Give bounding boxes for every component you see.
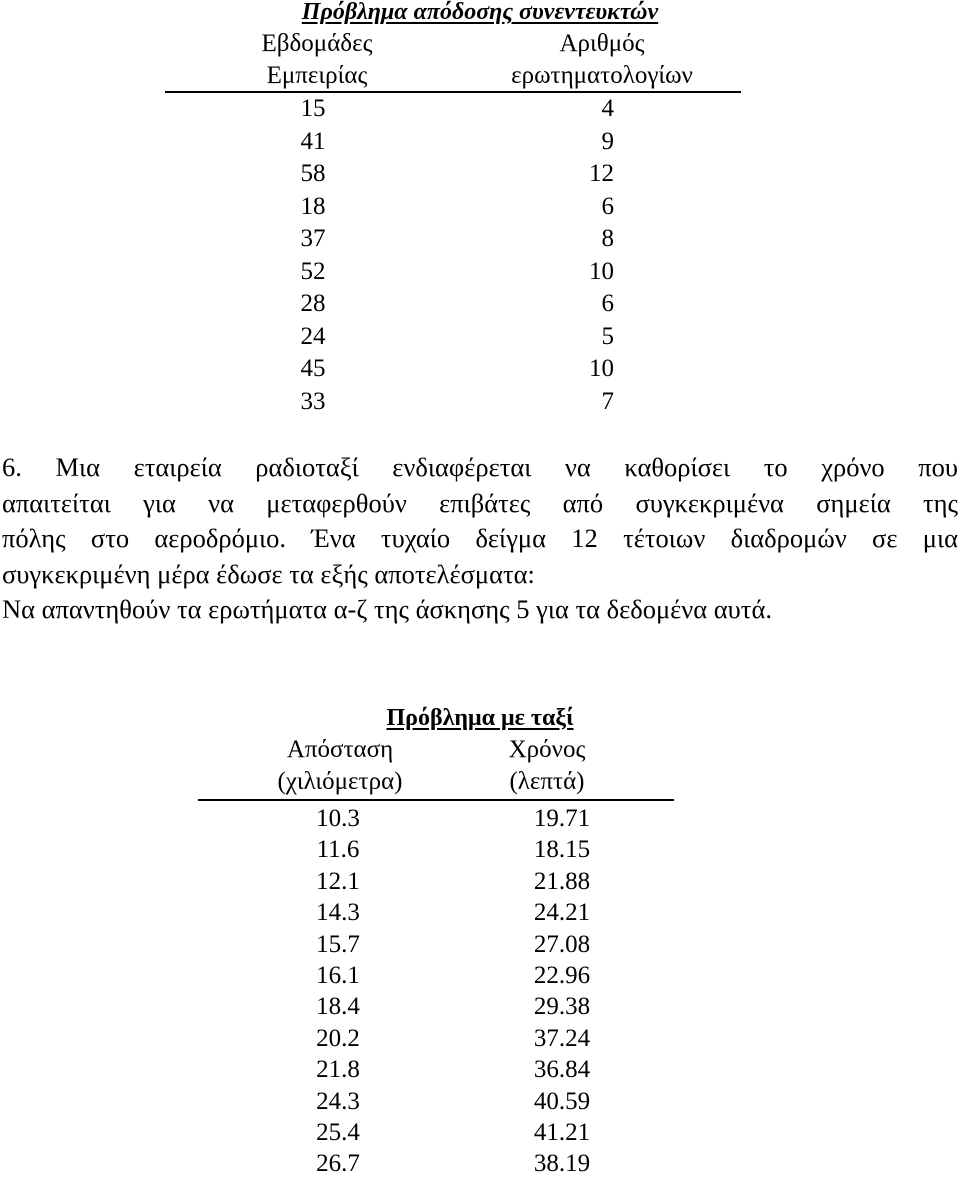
time-cell: 27.08: [533, 930, 591, 958]
weeks-cell: 41: [300, 127, 326, 155]
weeks-cell: 52: [300, 257, 326, 285]
distance-cell: 11.6: [316, 836, 360, 864]
questionnaires-cell: 9: [601, 127, 614, 155]
distance-cell: 16.1: [316, 962, 360, 989]
questionnaires-cell: 4: [601, 95, 614, 122]
interview-table-title: Πρόβλημα απόδοσης συνεντευκτών: [301, 0, 659, 25]
col-header-time-line1: Χρόνος: [508, 736, 586, 763]
distance-cell: 18.4: [316, 993, 360, 1021]
col-header-distance-line1: Απόσταση: [286, 736, 394, 763]
distance-cell: 25.4: [316, 1119, 360, 1146]
time-cell: 18.15: [533, 836, 591, 864]
time-cell: 36.84: [533, 1056, 591, 1084]
time-cell: 24.21: [533, 899, 591, 927]
weeks-cell: 18: [300, 192, 326, 220]
header-rule: [198, 799, 674, 801]
questionnaires-cell: 6: [601, 192, 614, 220]
exercise-line: συγκεκριμένη μέρα έδωσε τα εξής αποτελέσματα:: [2, 558, 535, 589]
distance-cell: 10.3: [316, 805, 360, 832]
weeks-cell: 45: [300, 355, 326, 382]
weeks-cell: 15: [300, 95, 326, 122]
weeks-cell: 37: [300, 225, 326, 252]
distance-cell: 20.2: [316, 1024, 360, 1052]
distance-cell: 21.8: [316, 1056, 360, 1084]
exercise-line: πόλης στο αεροδρόμιο. Ένα τυχαίο δείγμα 12 τέτοιων διαδρομών σε μια: [2, 523, 958, 553]
distance-cell: 26.7: [316, 1150, 360, 1178]
col-header-time-line2: (λεπτά): [509, 768, 585, 795]
time-cell: 38.19: [533, 1150, 591, 1178]
col-header-questionnaires-line2: ερωτηματολογίων: [511, 62, 693, 89]
distance-cell: 14.3: [316, 899, 360, 927]
col-header-distance-line2: (χιλιόμετρα): [277, 768, 403, 795]
time-cell: 37.24: [533, 1024, 591, 1052]
exercise-line: απαιτείται για να μεταφερθούν επιβάτες από συγκεκριμένα σημεία της: [2, 487, 958, 518]
questionnaires-cell: 5: [601, 322, 614, 350]
weeks-cell: 58: [300, 160, 326, 187]
weeks-cell: 33: [300, 387, 326, 415]
col-header-questionnaires-line1: Αριθμός: [559, 30, 645, 57]
time-cell: 41.21: [533, 1119, 591, 1146]
exercise-paragraph: [2, 450, 958, 628]
time-cell: 22.96: [533, 962, 591, 989]
questionnaires-cell: 8: [601, 225, 614, 252]
taxi-table-title: Πρόβλημα με ταξί: [386, 705, 574, 731]
questionnaires-cell: 10: [589, 355, 614, 382]
time-cell: 29.38: [533, 993, 591, 1021]
col-header-weeks-line2: Εμπειρίας: [266, 62, 368, 89]
questionnaires-cell: 12: [589, 160, 614, 187]
weeks-cell: 24: [300, 322, 326, 350]
time-cell: 40.59: [533, 1087, 591, 1115]
weeks-cell: 28: [300, 290, 326, 317]
exercise-line: Να απαντηθούν τα ερωτήματα α-ζ της άσκησης 5 για τα δεδομένα αυτά.: [2, 594, 772, 624]
distance-cell: 24.3: [316, 1087, 360, 1115]
time-cell: 19.71: [533, 805, 591, 832]
exercise-line: 6. Μια εταιρεία ραδιοταξί ενδιαφέρεται να καθορίσει το χρόνο που: [2, 452, 958, 482]
questionnaires-cell: 6: [601, 290, 614, 317]
time-cell: 21.88: [533, 867, 591, 895]
col-header-weeks-line1: Εβδομάδες: [261, 30, 373, 57]
distance-cell: 12.1: [316, 867, 360, 895]
questionnaires-cell: 10: [589, 257, 614, 285]
questionnaires-cell: 7: [601, 387, 614, 415]
header-rule: [165, 91, 741, 93]
distance-cell: 15.7: [316, 930, 360, 958]
